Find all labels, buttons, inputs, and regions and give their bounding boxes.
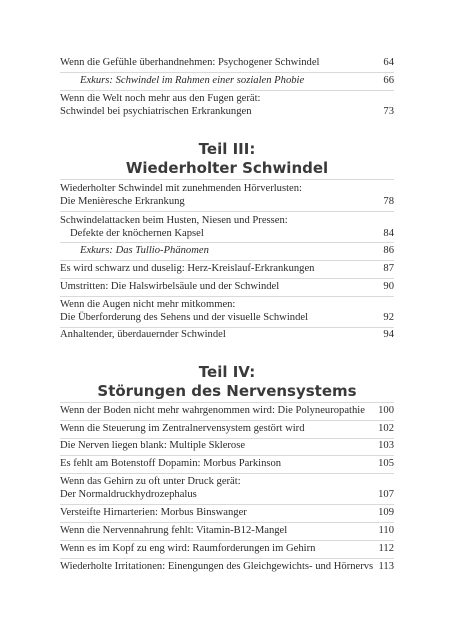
toc-entry-page: 103 [378, 440, 394, 451]
toc-entry-title: Versteifte Hirnarterien: Morbus Binswanger [60, 507, 247, 518]
toc-entry [60, 282, 394, 295]
toc-entry-page: 90 [383, 281, 394, 292]
toc-entry-title: Der Normaldruckhydrozephalus [60, 489, 197, 500]
toc-entry-page: 105 [378, 458, 394, 469]
toc-entry-title: Defekte der knöchernen Kapsel [70, 228, 204, 239]
toc-entry [60, 406, 394, 419]
toc-entry [60, 562, 394, 575]
toc-entry-page: 78 [383, 196, 394, 207]
divider [60, 522, 394, 523]
toc-entry-title: Schwindelattacken beim Husten, Niesen und Pressen: [60, 215, 288, 226]
toc-entry-page: 86 [383, 245, 394, 256]
toc-entry-title: Wenn das Gehirn zu oft unter Druck gerät: [60, 476, 241, 487]
section-heading-title: Störungen des Nervensystems [97, 382, 357, 400]
toc-entry-title: Wenn die Steuerung im Zentralnervensystem gestört wird [60, 423, 305, 434]
toc-entry-title: Exkurs: Das Tullio-Phänomen [80, 245, 209, 256]
toc-entry [60, 330, 394, 343]
toc-entry-title: Die Nerven liegen blank: Multiple Sklerose [60, 440, 246, 451]
toc-entry-page: 84 [383, 228, 394, 239]
toc-entry [60, 76, 394, 89]
toc-entry [60, 246, 394, 259]
divider [60, 473, 394, 474]
divider [60, 278, 394, 279]
toc-entry [60, 300, 394, 326]
divider [60, 211, 394, 212]
toc-entry-page: 66 [383, 75, 394, 86]
section-heading-part: Teil IV: [198, 363, 256, 381]
toc-entry [60, 477, 394, 503]
toc-entry-page: 100 [378, 405, 394, 416]
toc-entry-page: 107 [378, 489, 394, 500]
toc-entry [60, 441, 394, 454]
toc-entry-title: Die Überforderung des Sehens und der visuelle Schwindel [60, 312, 309, 323]
section-heading [60, 363, 394, 401]
toc-entry-title: Exkurs: Schwindel im Rahmen einer sozialen Phobie [80, 75, 305, 86]
toc-entry [60, 94, 394, 120]
toc-entry [60, 264, 394, 277]
toc-entry-page: 73 [383, 106, 394, 117]
toc-entry-title: Wenn die Nervennahrung fehlt: Vitamin-B12-Mangel [60, 525, 288, 536]
toc-entry-page: 113 [378, 561, 394, 572]
toc-entry-page: 92 [383, 312, 394, 323]
toc-entry-title: Wenn es im Kopf zu eng wird: Raumforderungen im Gehirn [60, 543, 316, 554]
toc-entry-title: Die Menièresche Erkrankung [60, 196, 185, 207]
toc-entry [60, 526, 394, 539]
divider [60, 438, 394, 439]
divider [60, 296, 394, 297]
toc-entry [60, 58, 394, 71]
toc-entry [60, 544, 394, 557]
toc-entry-page: 87 [383, 263, 394, 274]
divider [60, 402, 394, 403]
toc-entry-page: 112 [378, 543, 394, 554]
divider [60, 179, 394, 180]
divider [60, 72, 394, 73]
toc-entry-page: 94 [383, 329, 394, 340]
divider [60, 558, 394, 559]
toc-entry [60, 459, 394, 472]
toc-entry-page: 64 [383, 57, 394, 68]
toc-entry-title: Wenn der Boden nicht mehr wahrgenommen wird: Die Polyneuropathie [60, 405, 365, 416]
section-heading-title: Wiederholter Schwindel [125, 159, 329, 177]
divider [60, 504, 394, 505]
toc-entry-page: 102 [378, 423, 394, 434]
toc-entry-title: Wenn die Welt noch mehr aus den Fugen gerät: [60, 93, 261, 104]
section-heading-part: Teil III: [198, 140, 256, 158]
toc-entry-title: Wenn die Gefühle überhandnehmen: Psychogener Schwindel [60, 57, 320, 68]
toc-entry-title: Wiederholter Schwindel mit zunehmenden Hörverlusten: [60, 183, 302, 194]
divider [60, 260, 394, 261]
divider [60, 420, 394, 421]
divider [60, 90, 394, 91]
toc-entry [60, 184, 394, 210]
divider [60, 327, 394, 328]
toc-entry-title: Es wird schwarz und duselig: Herz-Kreislauf-Erkrankungen [60, 263, 315, 274]
divider [60, 455, 394, 456]
divider [60, 540, 394, 541]
toc-entry-title: Wiederholte Irritationen: Einengungen des Gleichgewichts- und Hörnervs [60, 561, 374, 572]
toc-entry-title: Umstritten: Die Halswirbelsäule und der Schwindel [60, 281, 280, 292]
toc-entry-page: 109 [378, 507, 394, 518]
toc-entry-title: Es fehlt am Botenstoff Dopamin: Morbus Parkinson [60, 458, 282, 469]
section-heading [60, 140, 394, 178]
toc-entry-page: 110 [378, 525, 394, 536]
divider [60, 242, 394, 243]
toc-entry [60, 508, 394, 521]
toc-entry-title: Schwindel bei psychiatrischen Erkrankungen [60, 106, 252, 117]
toc-entry [60, 216, 394, 242]
toc-entry-title: Wenn die Augen nicht mehr mitkommen: [60, 299, 236, 310]
toc-entry-title: Anhaltender, überdauernder Schwindel [60, 329, 226, 340]
toc-entry [60, 424, 394, 437]
